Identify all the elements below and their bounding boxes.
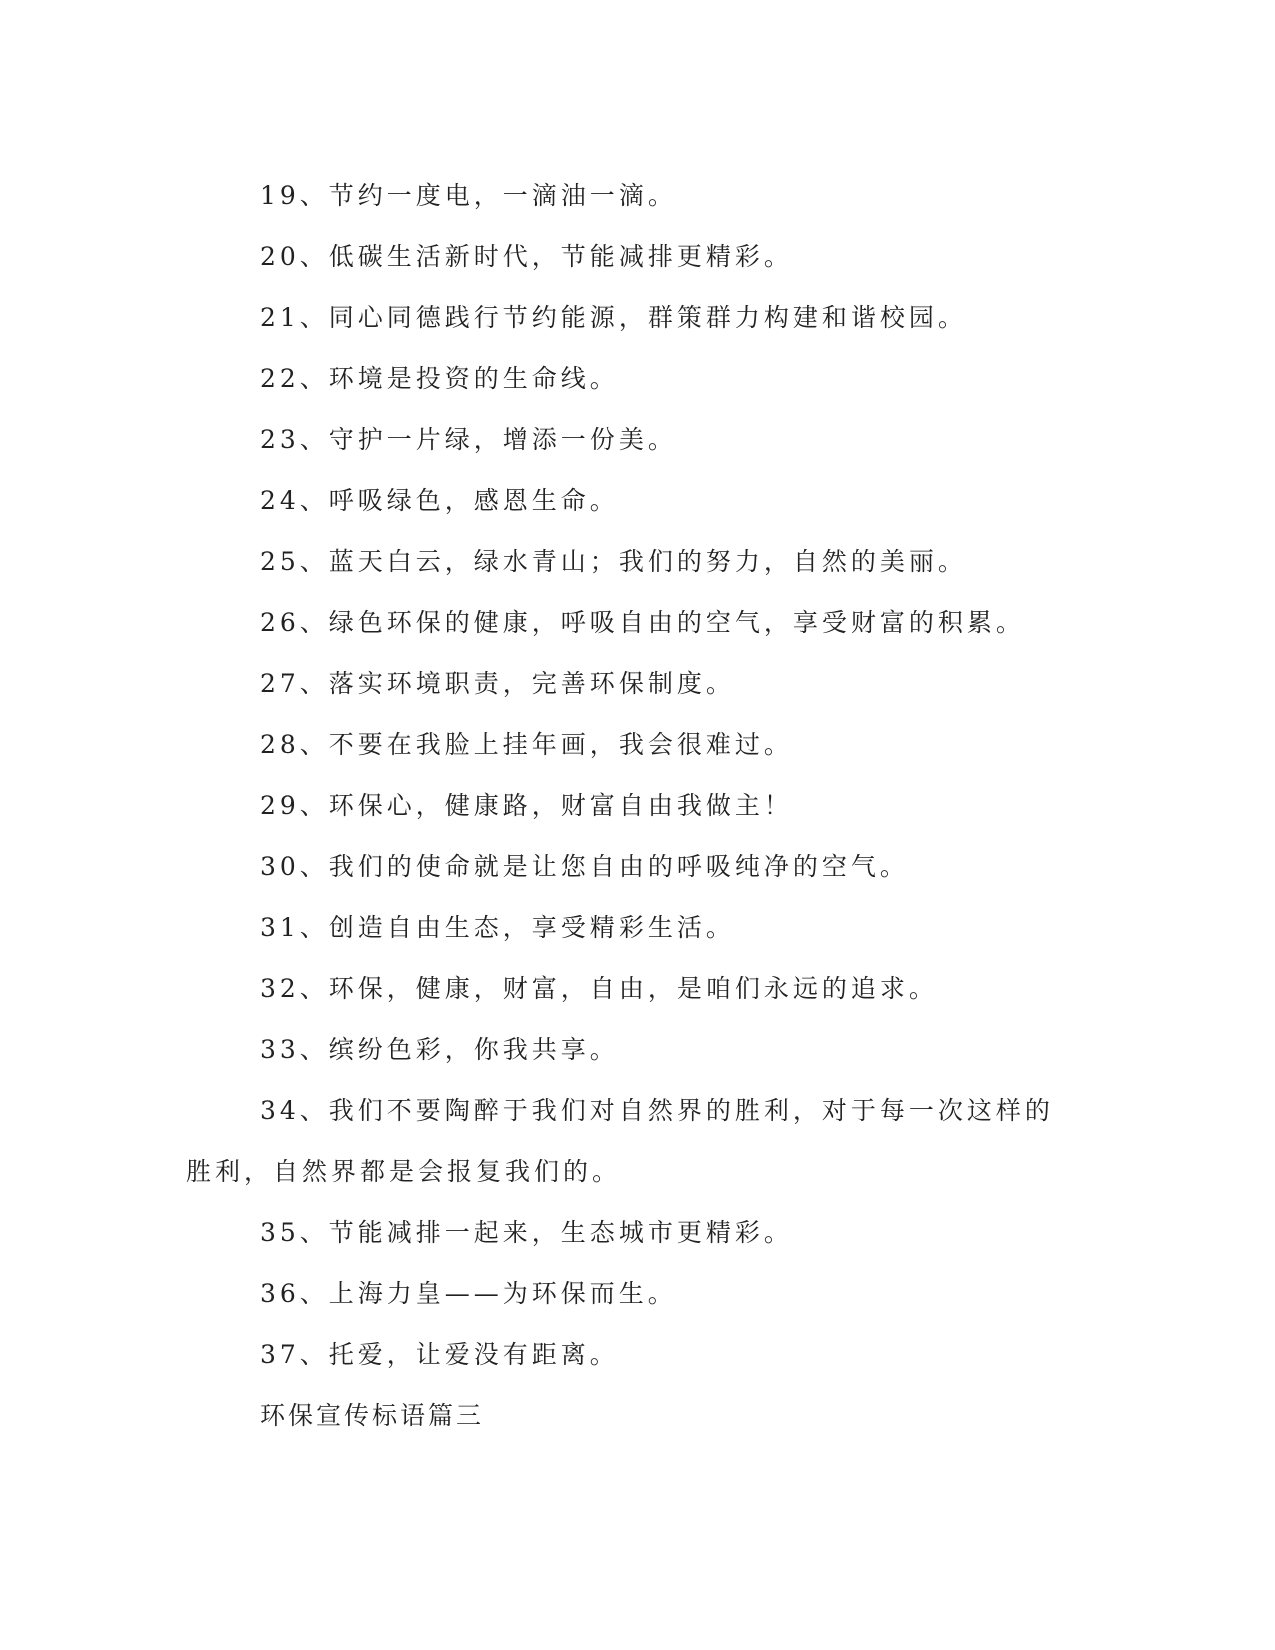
slogan-25: 25、蓝天白云，绿水青山；我们的努力，自然的美丽。 [260,547,967,576]
document-body [186,165,1066,1446]
slogan-36: 36、上海力皇——为环保而生。 [260,1279,677,1308]
slogan-29: 29、环保心，健康路，财富自由我做主！ [260,791,793,820]
slogan-20: 20、低碳生活新时代，节能减排更精彩。 [260,242,793,271]
slogan-28: 28、不要在我脸上挂年画，我会很难过。 [260,730,793,759]
section-heading: 环保宣传标语篇三 [260,1401,485,1430]
slogan-26: 26、绿色环保的健康，呼吸自由的空气，享受财富的积累。 [260,608,1025,637]
slogan-22: 22、环境是投资的生命线。 [260,364,619,393]
slogan-34: 34、我们不要陶醉于我们对自然界的胜利，对于每一次这样的胜利，自然界都是会报复我们的。 [186,1096,1054,1186]
slogan-24: 24、呼吸绿色，感恩生命。 [260,486,619,515]
slogan-21: 21、同心同德践行节约能源，群策群力构建和谐校园。 [260,303,967,332]
slogan-30: 30、我们的使命就是让您自由的呼吸纯净的空气。 [260,852,909,881]
slogan-27: 27、落实环境职责，完善环保制度。 [260,669,735,698]
slogan-19: 19、节约一度电，一滴油一滴。 [260,181,677,210]
slogan-23: 23、守护一片绿，增添一份美。 [260,425,677,454]
slogan-31: 31、创造自由生态，享受精彩生活。 [260,913,735,942]
slogan-37: 37、托爱，让爱没有距离。 [260,1340,619,1369]
slogan-35: 35、节能减排一起来，生态城市更精彩。 [260,1218,793,1247]
slogan-32: 32、环保，健康，财富，自由，是咱们永远的追求。 [260,974,938,1003]
slogan-33: 33、缤纷色彩，你我共享。 [260,1035,619,1064]
